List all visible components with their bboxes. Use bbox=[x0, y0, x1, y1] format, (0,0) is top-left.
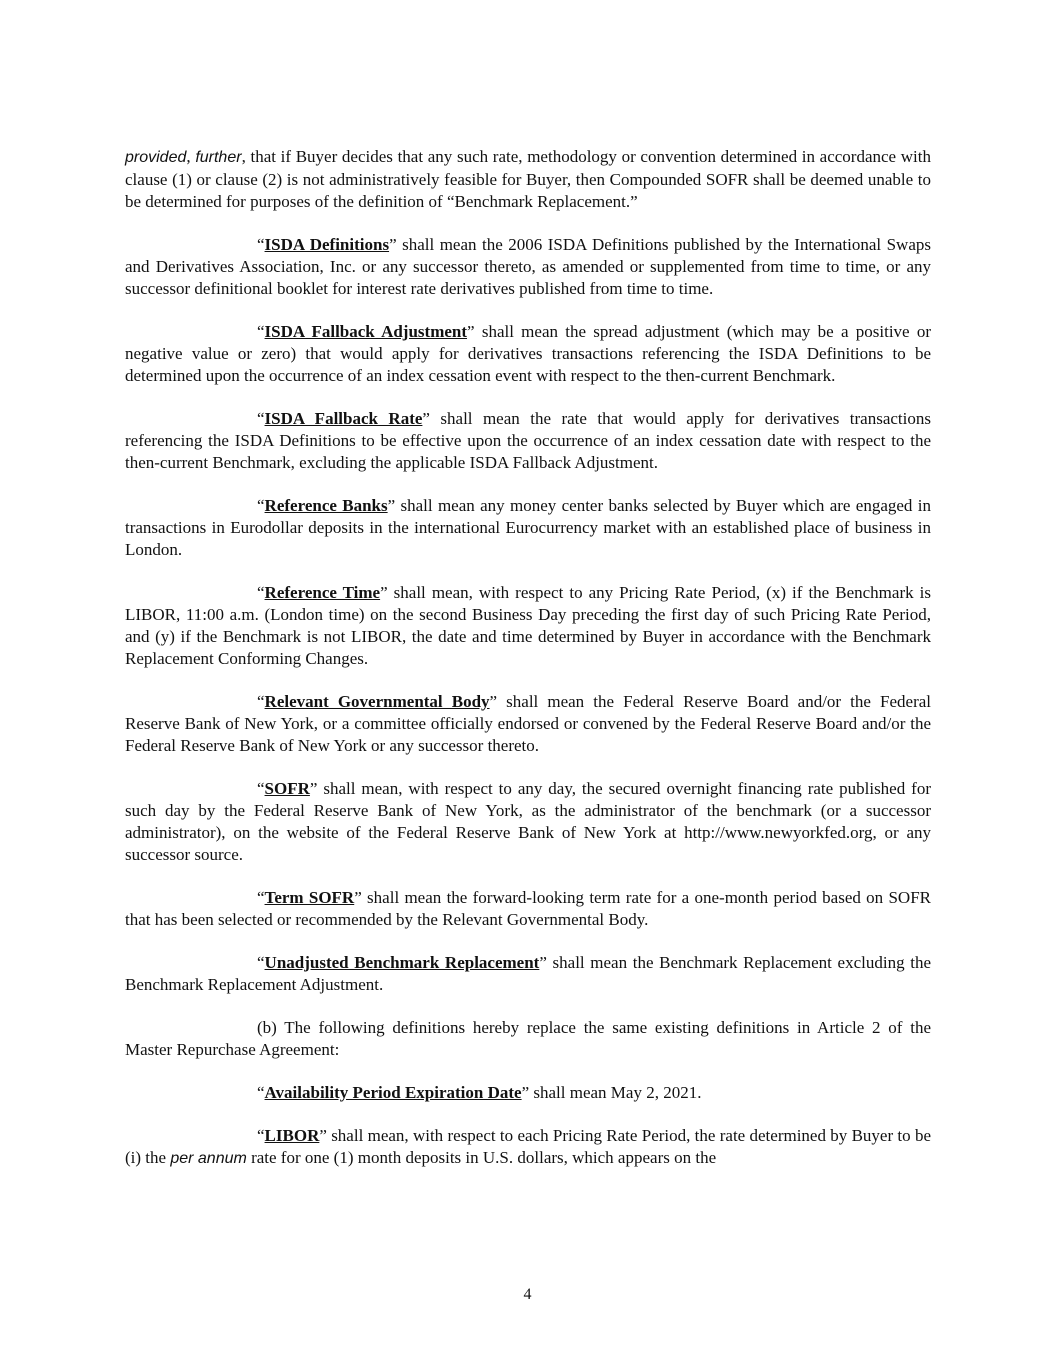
definition-isda-fallback-adjustment: “ISDA Fallback Adjustment” shall mean the spread adjustment (which may be a positive or negative value or zero) that would apply for derivatives transactions referencing the ISDA Definitions to be determined upon the occurrence of an index cessation event with respect to the then-current Benchmark. bbox=[125, 322, 932, 385]
term-label: Relevant Governmental Body bbox=[264, 692, 490, 711]
term-label: Availability Period Expiration Date bbox=[264, 1083, 522, 1102]
term-label: ISDA Fallback Adjustment bbox=[264, 322, 468, 341]
definition-term-sofr: “Term SOFR” shall mean the forward-looking term rate for a one-month period based on SOFR that has been selected or recommended by the Relevant Governmental Body. bbox=[125, 888, 931, 929]
document-page bbox=[125, 146, 931, 1191]
italic-provided: provided bbox=[125, 149, 187, 166]
term-label: ISDA Definitions bbox=[264, 235, 390, 254]
italic-per-annum: per annum bbox=[170, 1150, 247, 1167]
definition-sofr: “SOFR” shall mean, with respect to any day, the secured overnight financing rate published for such day by the Federal Reserve Bank of New York, as the administrator of the benchmark (or a successor administrator), on the website of the Federal Reserve Bank of New York at http://www.newyorkfed.org, or any successor source. bbox=[125, 779, 931, 864]
page-number: 4 bbox=[523, 1286, 532, 1303]
term-label: Reference Banks bbox=[264, 496, 388, 515]
term-label: Reference Time bbox=[264, 583, 381, 602]
italic-further: further bbox=[195, 149, 242, 166]
definition-isda-fallback-rate: “ISDA Fallback Rate” shall mean the rate that would apply for derivatives transactions referencing the ISDA Definitions to be effective upon the occurrence of an index cessation date with respect to the then-current Benchmark, excluding the applicable ISDA Fallback Adjustment. bbox=[125, 409, 931, 472]
paragraph-provided-further: provided, further, that if Buyer decides that any such rate, methodology or convention determined in accordance with clause (1) or clause (2) is not administratively feasible for Buyer, then Compounded SOFR shall be deemed unable to be determined for purposes of the definition of “Benchmark Replacement.” bbox=[125, 147, 931, 211]
definition-reference-banks: “Reference Banks” shall mean any money center banks selected by Buyer which are engaged in transactions in Eurodollar deposits in the international Eurocurrency market with an established place of business in London. bbox=[125, 496, 931, 559]
term-label: LIBOR bbox=[264, 1126, 320, 1145]
definition-isda-definitions: “ISDA Definitions” shall mean the 2006 ISDA Definitions published by the International Swaps and Derivatives Association, Inc. or any successor thereto, as amended or supplemented from time to time, or any successor definitional booklet for interest rate derivatives published from time to time. bbox=[125, 235, 931, 298]
term-label: Term SOFR bbox=[264, 888, 355, 907]
term-label: ISDA Fallback Rate bbox=[264, 409, 423, 428]
definition-availability-period: “Availability Period Expiration Date” shall mean May 2, 2021. bbox=[257, 1083, 702, 1102]
definition-relevant-governmental-body: “Relevant Governmental Body” shall mean the Federal Reserve Board and/or the Federal Reserve Bank of New York, or a committee officially endorsed or convened by the Federal Reserve Board and/or the Federal Reserve Bank of New York or any successor thereto. bbox=[125, 692, 931, 755]
definition-libor: “LIBOR” shall mean, with respect to each Pricing Rate Period, the rate determined by Buyer to be (i) the per annum rate for one (1) month deposits in U.S. dollars, which appears on the bbox=[125, 1126, 931, 1167]
section-b-paragraph: (b) The following definitions hereby replace the same existing definitions in Article 2 of the Master Repurchase Agreement: bbox=[125, 1018, 931, 1059]
term-label: SOFR bbox=[264, 779, 310, 798]
definition-reference-time: “Reference Time” shall mean, with respect to any Pricing Rate Period, (x) if the Benchmark is LIBOR, 11:00 a.m. (London time) on the second Business Day preceding the first day of such Pricing Rate Period, and (y) if the Benchmark is not LIBOR, the date and time determined by Buyer in accordance with the Benchmark Replacement Conforming Changes. bbox=[125, 583, 931, 668]
definition-unadjusted-benchmark-replacement: “Unadjusted Benchmark Replacement” shall mean the Benchmark Replacement excluding the Benchmark Replacement Adjustment. bbox=[125, 953, 932, 994]
term-label: Unadjusted Benchmark Replacement bbox=[264, 953, 540, 972]
